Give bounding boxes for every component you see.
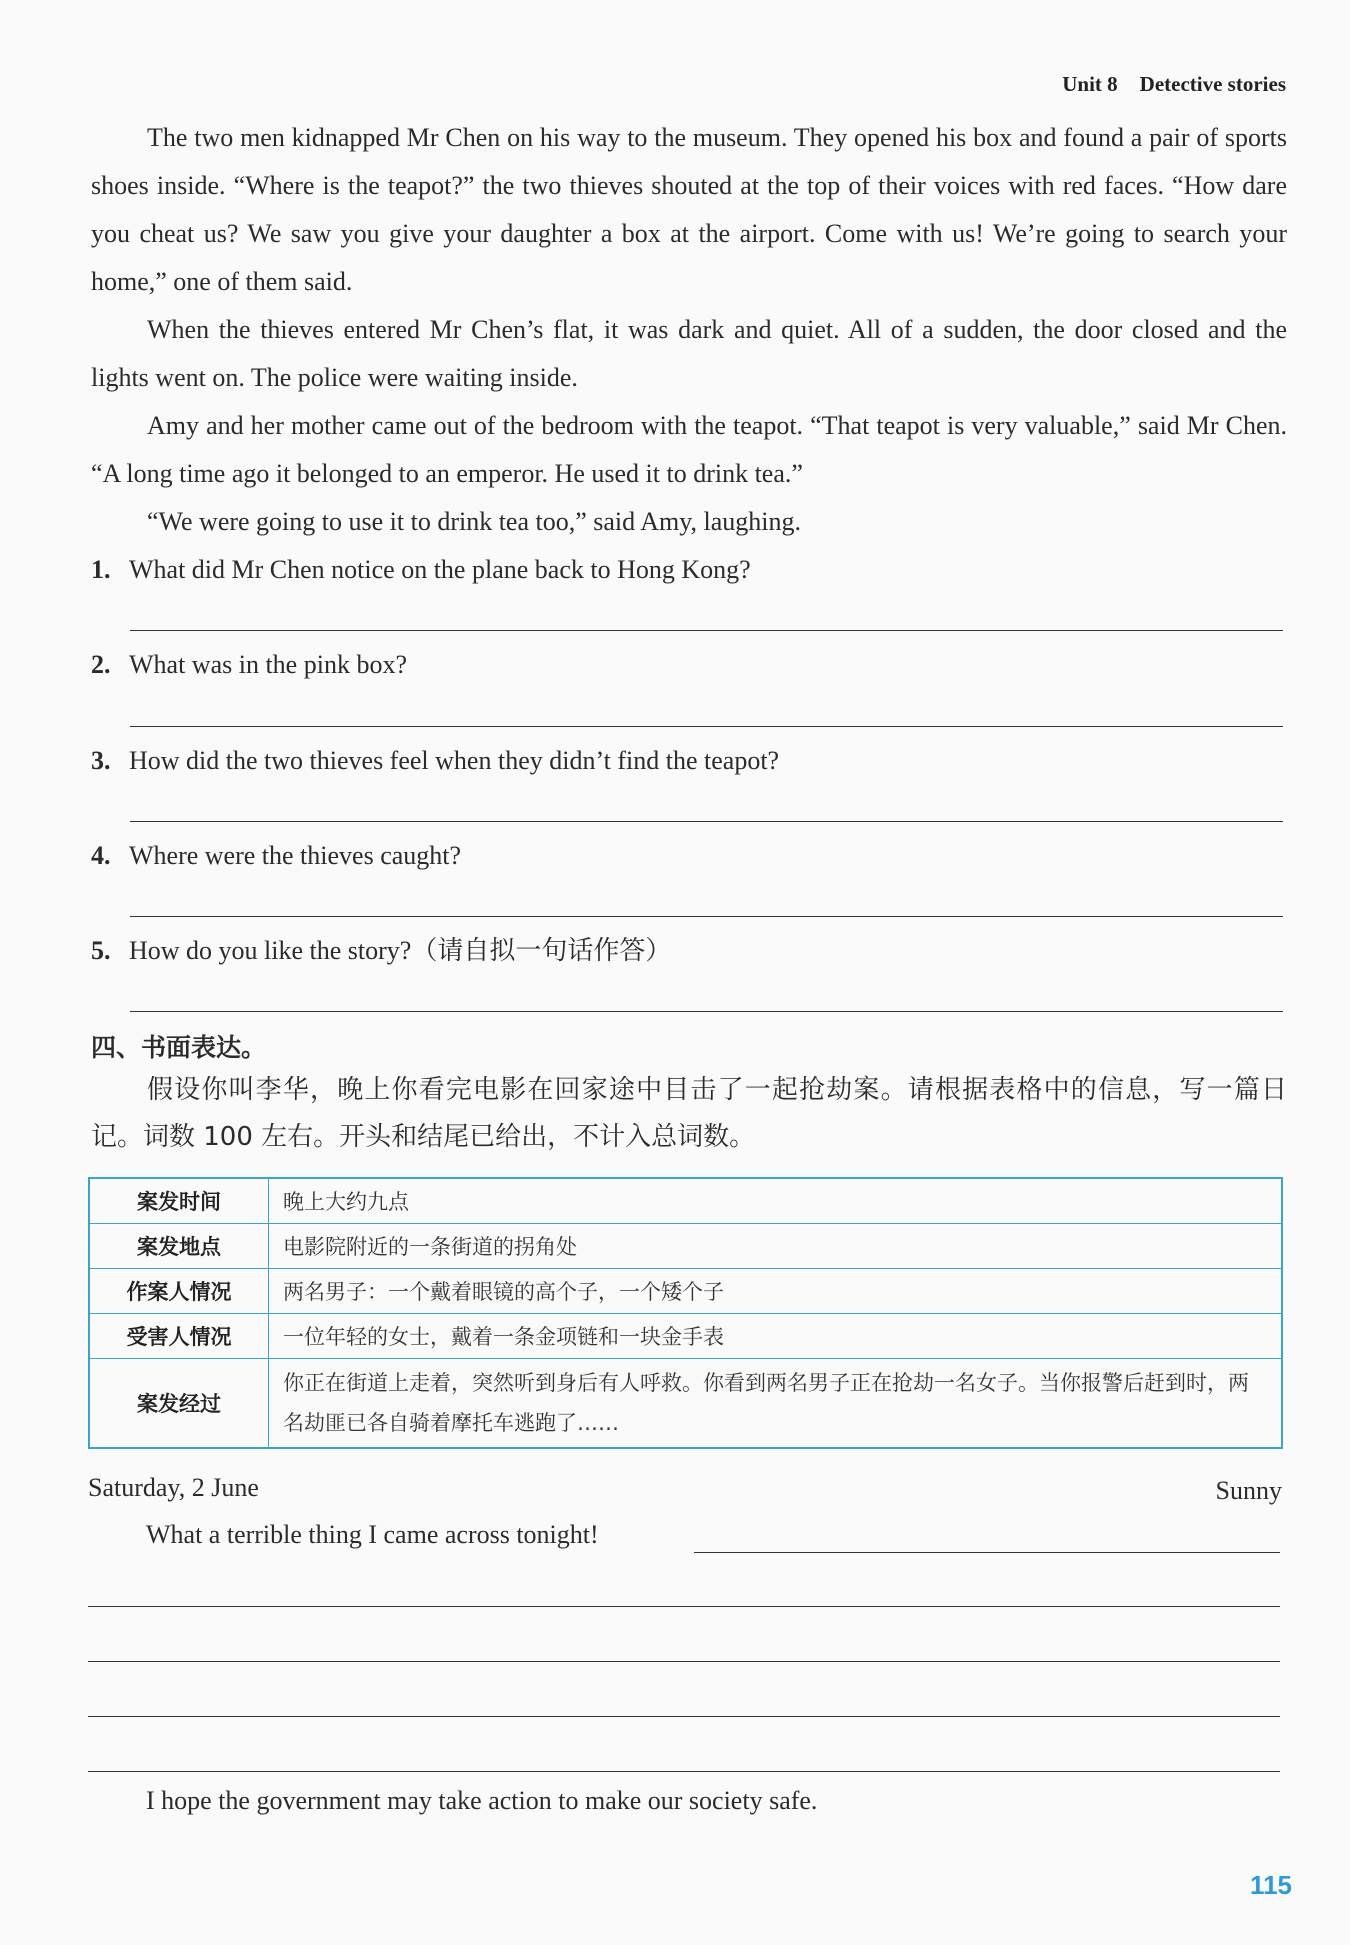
page-header <box>1062 72 1286 97</box>
table-row <box>89 1359 1282 1449</box>
question-2 <box>91 645 1287 685</box>
section-title: 四、书面表达。 <box>91 1033 267 1062</box>
diary-date: Saturday, 2 June <box>88 1473 259 1502</box>
question-text: What was in the pink box? <box>129 650 407 679</box>
question-number: 3. <box>91 746 111 775</box>
question-text: How did the two thieves feel when they didn’t find the teapot? <box>129 746 780 775</box>
table-value: 电影院附近的一条街道的拐角处 <box>269 1224 1283 1269</box>
answer-line-5[interactable] <box>130 1011 1283 1012</box>
table-value: 两名男子：一个戴着眼镜的高个子，一个矮个子 <box>269 1269 1283 1314</box>
diary-closing: I hope the government may take action to make our society safe. <box>146 1786 818 1815</box>
story-paragraph-3: Amy and her mother came out of the bedroom with the teapot. “That teapot is very valuable,” said Mr Chen. “A long time ago it belonged to an emperor. He used it to drink tea.” <box>91 411 1287 488</box>
table-key: 案发地点 <box>89 1224 269 1269</box>
table-row <box>89 1224 1282 1269</box>
question-number: 4. <box>91 841 111 870</box>
question-1 <box>91 550 1287 590</box>
info-table <box>88 1177 1283 1449</box>
table-row <box>89 1178 1282 1224</box>
diary-weather: Sunny <box>1215 1476 1282 1505</box>
writing-line-4[interactable] <box>88 1716 1280 1717</box>
table-key: 案发经过 <box>89 1359 269 1449</box>
answer-line-4[interactable] <box>130 916 1283 917</box>
answer-line-2[interactable] <box>130 726 1283 727</box>
question-5 <box>91 931 1287 971</box>
story-paragraph-2: When the thieves entered Mr Chen’s flat, it was dark and quiet. All of a sudden, the door closed and the lights went on. The police were waiting inside. <box>91 315 1287 392</box>
answer-line-1[interactable] <box>130 630 1283 631</box>
section-instructions: 假设你叫李华，晚上你看完电影在回家途中目击了一起抢劫案。请根据表格中的信息，写一篇日记。词数 100 左右。开头和结尾已给出，不计入总词数。 <box>91 1075 1287 1152</box>
story-paragraph-1: The two men kidnapped Mr Chen on his way to the museum. They opened his box and found a pair of sports shoes inside. “Where is the teapot?” the two thieves shouted at the top of their voices with red faces. “How dare you cheat us? We saw you give your daughter a box at the airport. Come with us! We’re going to search your home,” one of them said. <box>91 123 1287 296</box>
question-number: 2. <box>91 650 111 679</box>
table-key: 作案人情况 <box>89 1269 269 1314</box>
page-number: 115 <box>1250 1870 1292 1900</box>
writing-line-1[interactable] <box>694 1552 1280 1553</box>
table-row <box>89 1314 1282 1359</box>
question-number: 5. <box>91 936 111 965</box>
story-paragraph-4: “We were going to use it to drink tea too,” said Amy, laughing. <box>147 507 802 536</box>
question-text: Where were the thieves caught? <box>129 841 462 870</box>
writing-line-5[interactable] <box>88 1771 1280 1772</box>
question-number: 1. <box>91 555 111 584</box>
table-key: 案发时间 <box>89 1178 269 1224</box>
question-text: How do you like the story?（请自拟一句话作答） <box>129 936 672 965</box>
answer-line-3[interactable] <box>130 821 1283 822</box>
question-3 <box>91 741 1287 781</box>
table-value: 一位年轻的女士，戴着一条金项链和一块金手表 <box>269 1314 1283 1359</box>
table-row <box>89 1269 1282 1314</box>
table-value: 你正在街道上走着，突然听到身后有人呼救。你看到两名男子正在抢劫一名女子。当你报警后赶到时，两名劫匪已各自骑着摩托车逃跑了…… <box>269 1359 1283 1449</box>
question-text: What did Mr Chen notice on the plane back to Hong Kong? <box>129 555 751 584</box>
writing-line-3[interactable] <box>88 1661 1280 1662</box>
table-value: 晚上大约九点 <box>269 1178 1283 1224</box>
writing-line-2[interactable] <box>88 1606 1280 1607</box>
table-key: 受害人情况 <box>89 1314 269 1359</box>
unit-label: Unit 8 <box>1062 72 1118 96</box>
question-4 <box>91 836 1287 876</box>
unit-title: Detective stories <box>1139 72 1286 96</box>
diary-opening: What a terrible thing I came across tonight! <box>146 1520 599 1549</box>
